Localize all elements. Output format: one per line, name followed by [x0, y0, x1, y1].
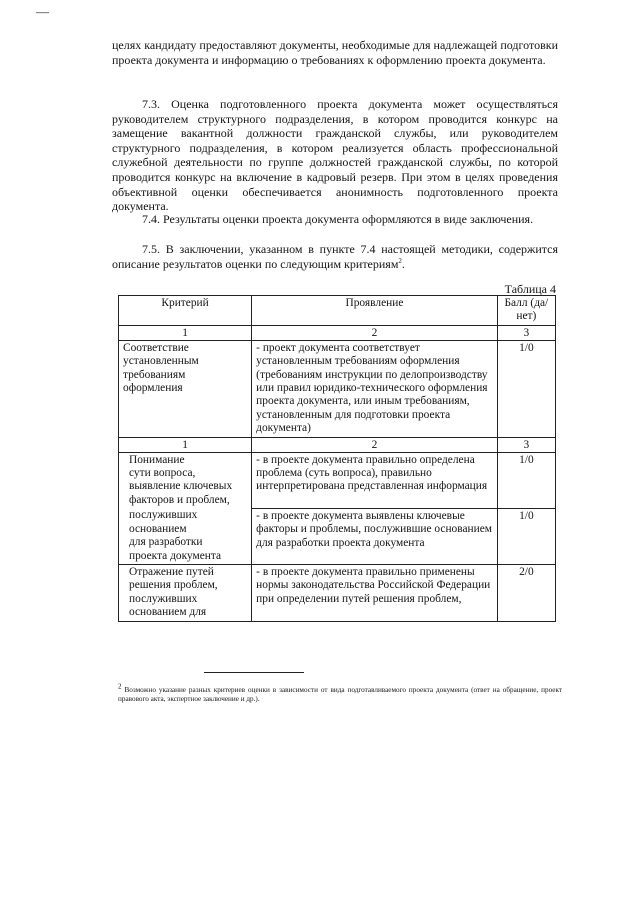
paragraph-intro: целях кандидату предоставляют документы, необходимые для надлежащей подготовки проекта документа и информацию о требованиях к оформлению проекта документа. — [112, 38, 558, 67]
header-score: Балл (да/нет) — [497, 296, 555, 326]
paragraph-7-5: 7.5. В заключении, указанном в пункте 7.4 настоящей методики, содержится описание результатов оценки по следующим критериям$^2$. — [112, 242, 558, 271]
footnote-separator — [204, 672, 304, 673]
corner-mark: — — [36, 4, 49, 19]
col-number: 2 — [252, 437, 498, 452]
criteria-table — [118, 295, 556, 622]
score-cell: 2/0 — [497, 564, 555, 621]
header-manifestation: Проявление — [252, 296, 498, 326]
table-row — [119, 452, 556, 508]
score-cell: 1/0 — [497, 508, 555, 564]
footnote-text: Возможно указание разных критериев оценки в зависимости от вида подготавливаемого проекта документа (ответ на обращение, проект правового акта, экспертное заключение и др.). — [118, 686, 562, 704]
criterion-cell: Понимание сути вопроса, выявление ключевых факторов и проблем, — [119, 452, 252, 508]
table-numbering-row — [119, 325, 556, 340]
paragraph-7-4: 7.4. Результаты оценки проекта документа оформляются в виде заключения. — [142, 212, 534, 226]
col-number: 2 — [252, 325, 498, 340]
paragraph-7-5-text: 7.5. В заключении, указанном в пункте 7.4 настоящей методики, содержится описание результатов оценки по следующим критериям — [112, 242, 558, 271]
manifestation-cell: - в проекте документа выявлены ключевые факторы и проблемы, послужившие основанием для разработки проекта документа — [252, 508, 498, 564]
manifestation-cell: - в проекте документа правильно применены нормы законодательства Российской Федерации при определении путей решения проблем, — [252, 564, 498, 621]
col-number: 1 — [119, 437, 252, 452]
score-cell: 1/0 — [497, 452, 555, 508]
col-number: 3 — [497, 437, 555, 452]
col-number: 3 — [497, 325, 555, 340]
manifestation-cell: - проект документа соответствует установленным требованиям оформления (требованиям инструкции по делопроизводству или правил юридико-технического оформления проекта документа, или иным требованиям, установленным для подготовки проекта документа) — [252, 340, 498, 437]
paragraph-7-3: 7.3. Оценка подготовленного проекта документа может осуществляться руководителем структурного подразделения, в котором проводится конкурс на замещение вакантной должности гражданской службы, или руководителем структурного подразделения, в котором реализуется область профессиональной служебной деятельности по группе должностей гражданской службы, по которой проводится конкурс на включение в кадровый резерв. При этом в целях проведения объективной оценки обеспечивается анонимность подготовленного проекта документа. — [112, 97, 558, 214]
footnote-ref: 2 — [398, 256, 402, 265]
criterion-cell: Отражение путей решения проблем, послуживших основанием для — [119, 564, 252, 621]
header-criterion: Критерий — [119, 296, 252, 326]
table-header-row — [119, 296, 556, 326]
col-number: 1 — [119, 325, 252, 340]
table-row — [119, 340, 556, 437]
criterion-cell-continued: послуживших основанием для разработки проекта документа — [119, 508, 252, 564]
score-cell: 1/0 — [497, 340, 555, 437]
table-numbering-row — [119, 437, 556, 452]
table-row — [119, 564, 556, 621]
criterion-cell: Соответствие установленным требованиям оформления — [119, 340, 252, 437]
table-caption: Таблица 4 — [504, 282, 556, 296]
table-row — [119, 508, 556, 564]
footnote — [118, 682, 562, 705]
manifestation-cell: - в проекте документа правильно определена проблема (суть вопроса), правильно интерпретирована представленная информация — [252, 452, 498, 508]
footnote-marker: 2 — [118, 682, 122, 691]
